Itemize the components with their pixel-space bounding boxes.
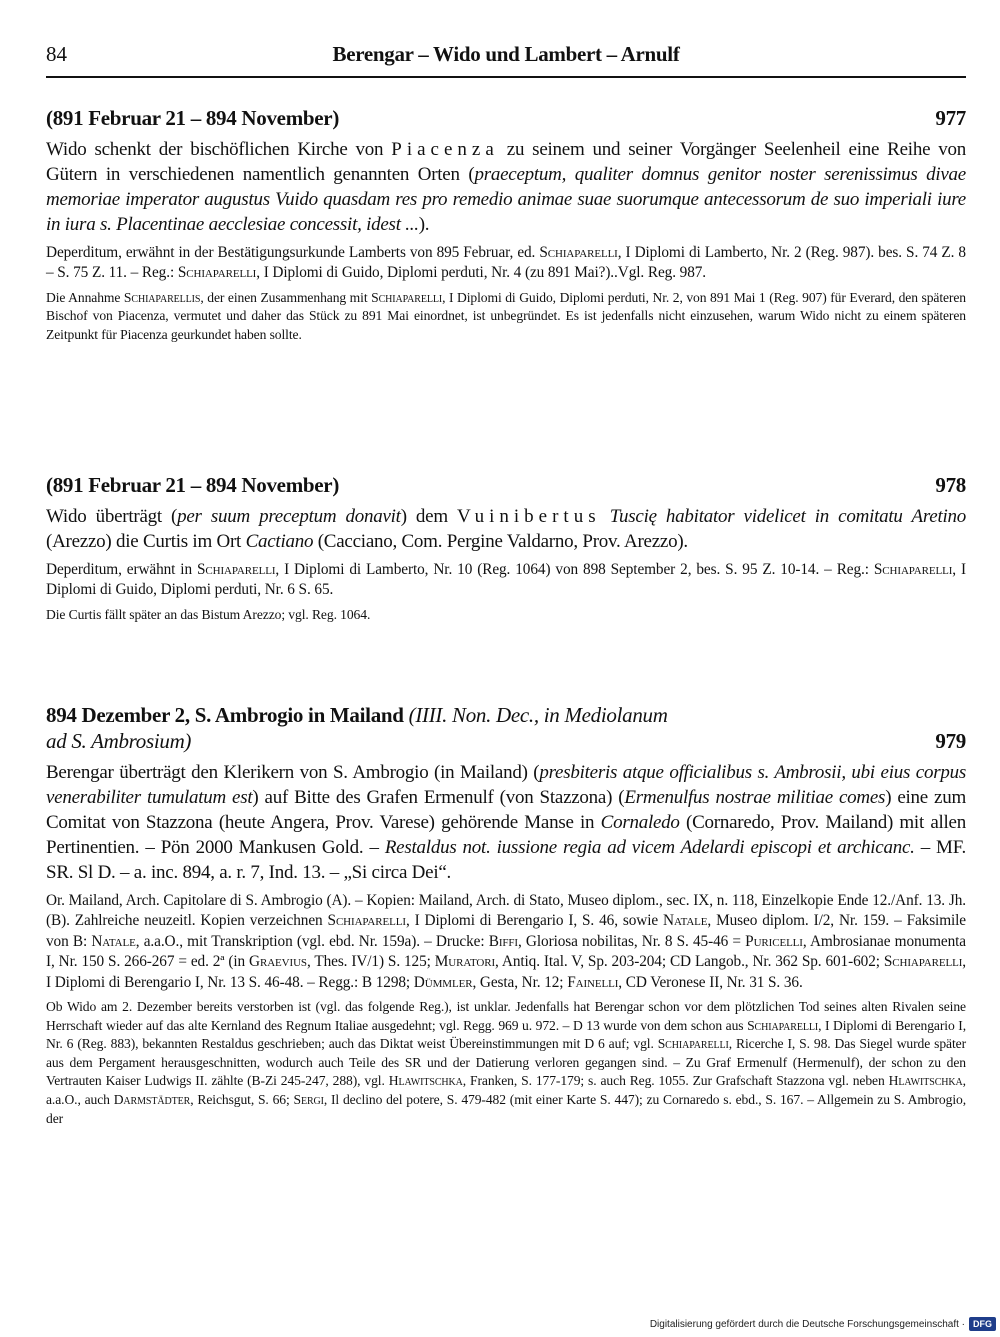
page xyxy=(46,0,966,1337)
latin-quote: Restaldus not. iussione regia ad vicem Adelardi episcopi et archicanc. xyxy=(384,837,915,858)
digitization-footer xyxy=(650,1317,996,1331)
place-name: Piacenza xyxy=(391,139,499,160)
regest-entry-977 xyxy=(46,105,966,345)
latin-quote: Tuscię habitator videlicet in comitatu Aretino xyxy=(609,506,966,527)
entry-date: (891 Februar 21 – 894 November) xyxy=(46,106,340,130)
entry-tradition-notes: Deperditum, erwähnt in der Bestätigungsurkunde Lamberts von 895 Februar, ed. Schiaparelli, I Diplomi di Lamberto, Nr. 2 (Reg. 987). bes. S. 74 Z. 8 – S. 75 Z. 11. – Reg.: Schiaparelli, I Diplomi di Guido, Diplomi perduti, Nr. 4 (zu 891 Mai?)..Vgl. Reg. 987. xyxy=(46,244,966,282)
entry-summary: Wido schenkt der bischöflichen Kirche von Piacenza zu seinem und seiner Vorgänger Seelenheil eine Reihe von Gütern in verschiedenen namentlich genannten Orten (praeceptum, qualiter domnus genitor noster serenissimus divae memoriae imperator augustus Vuido quasdam res pro remedio animae suae suorumque antecessorum de suo imperiali iure in iura s. Placentinae aecclesiae concessit, idest ...). xyxy=(46,139,966,235)
latin-quote: Ermenulfus nostrae militiae comes xyxy=(624,787,886,808)
footer-text: Digitalisierung gefördert durch die Deutsche Forschungsgemeinschaft · xyxy=(649,1318,965,1330)
entry-commentary: Die Annahme Schiaparellis, der einen Zusammenhang mit Schiaparelli, I Diplomi di Guido, Diplomi perduti, Nr. 2, von 891 Mai 1 (Reg. 907) für Everard, den späteren Bischof von Piacenza, vermutet und daher das Stück zu 891 Mai einordnet, ist unbegründet. Es ist jedenfalls nicht einzusehen, warum Wido nicht zu einem späteren Zeitpunkt für Piacenza geurkundet haben sollte. xyxy=(46,289,966,342)
dfg-logo: DFG xyxy=(969,1317,996,1331)
person-name: Vuinibertus xyxy=(457,506,601,527)
entry-date-latin-cont: ad S. Ambrosium) xyxy=(46,729,192,753)
entry-summary: Wido überträgt (per suum preceptum donavit) dem Vuinibertus Tuscię habitator videlicet in comitatu Aretino (Arezzo) die Curtis im Ort Cactiano (Cacciano, Com. Pergine Valdarno, Prov. Arezzo). xyxy=(46,506,966,552)
entry-commentary: Ob Wido am 2. Dezember bereits verstorben ist (vgl. das folgende Reg.), ist unklar. Jedenfalls hat Berengar schon vor dem plötzlichen Tod seines alten Rivalen seine Herrschaft wieder auf das alte Kernland des Regnum Italiae ausgedehnt; vgl. Regg. 969 u. 972. – D 13 wurde von dem schon aus Schiaparelli, I Diplomi di Berengario I, Nr. 6 (Reg. 883), bekannten Restaldus geschrieben; auch das Diktat weist Übereinstimmungen mit D 6 auf; vgl. Schiaparelli, Ricerche I, S. 98. Das Siegel wurde später aus dem Pergament herausgeschnitten, wodurch auch Teile des SR und der Datierung verloren gegangen sind. – Zu Graf Ermenulf (Hermenulf), der schon zu den Vertrauten Kaiser Ludwigs II. zählte (B-Zi 245-247, 288), vgl. Hlawitschka, Franken, S. 177-179; s. auch Reg. 1055. Zur Grafschaft Stazzona vgl. neben Hlawitschka, a.a.O., auch Darmstädter, Reichsgut, S. 66; Sergi, Il declino del potere, S. 479-482 (mit einer Karte S. 447); zu Cornaredo s. ebd., S. 167. – Allgemein zu S. Ambrogio, der xyxy=(46,999,967,1126)
entry-date-latin: (IIII. Non. Dec., in Mediolanum xyxy=(408,703,668,727)
latin-quote: per suum preceptum donavit xyxy=(177,506,401,527)
entry-number: 979 xyxy=(935,729,966,753)
entry-tradition-notes: Deperditum, erwähnt in Schiaparelli, I Diplomi di Lamberto, Nr. 10 (Reg. 1064) von 898 September 2, bes. S. 95 Z. 10-14. – Reg.: Schiaparelli, I Diplomi di Guido, Diplomi perduti, Nr. 6 S. 65. xyxy=(46,561,966,599)
entry-commentary: Die Curtis fällt später an das Bistum Arezzo; vgl. Reg. 1064. xyxy=(46,606,371,622)
entry-number: 978 xyxy=(935,473,966,497)
latin-quote: presbiteris atque officialibus s. Ambrosii, ubi eius corpus venerabiliter tumulatum est xyxy=(46,762,966,808)
entry-tradition-notes: Or. Mailand, Arch. Capitolare di S. Ambrogio (A). – Kopien: Mailand, Arch. di Stato, Museo diplom., sec. IX, n. 118, Einzelkopie Ende 12./Anf. 13. Jh. (B). Zahlreiche neuzeitl. Kopien verzeichnen Schiaparelli, I Diplomi di Berengario I, S. 46, sowie Natale, Museo diplom. I/2, Nr. 159. – Faksimile von B: Natale, a.a.O., mit Transkription (vgl. ebd. Nr. 159a). – Drucke: Biffi, Gloriosa nobilitas, Nr. 8 S. 45-46 = Puricelli, Ambrosianae monumenta I, Nr. 150 S. 266-267 = ed. 2ª (in Graevius, Thes. IV/1) S. 125; Muratori, Antiq. Ital. V, Sp. 203-204; CD Langob., Nr. 362 Sp. 601-602; Schiaparelli, I Diplomi di Berengario I, Nr. 13 S. 46-48. – Regg.: B 1298; Dümmler, Gesta, Nr. 12; Fainelli, CD Veronese II, Nr. 31 S. 36. xyxy=(46,892,966,991)
entry-heading xyxy=(46,105,966,131)
entry-number: 977 xyxy=(935,106,966,130)
latin-place: Cactiano xyxy=(245,531,314,552)
entry-summary: Berengar überträgt den Klerikern von S. Ambrogio (in Mailand) (presbiteris atque officialibus s. Ambrosii, ubi eius corpus venerabiliter tumulatum est) auf Bitte des Grafen Ermenulf (von Stazzona) (Ermenulfus nostrae militiae comes) eine zum Comitat von Stazzona (heute Angera, Prov. Varese) gehörende Manse in Cornaledo (Cornaredo, Prov. Mailand) mit allen Pertinentien. – Pön 2000 Mankusen Gold. – Restaldus not. iussione regia ad vicem Adelardi episcopi et archicanc. – MF. SR. Sl D. – a. inc. 894, a. r. 7, Ind. 13. – „Si circa Dei“. xyxy=(46,762,967,883)
entry-heading xyxy=(46,472,966,498)
entry-date: (891 Februar 21 – 894 November) xyxy=(46,473,340,497)
latin-place: Cornaledo xyxy=(600,812,680,833)
regest-entry-978 xyxy=(46,472,966,624)
running-head xyxy=(46,40,966,78)
entry-heading xyxy=(46,702,966,754)
latin-quote: praeceptum, qualiter domnus genitor noster serenissimus divae memoriae imperator augustus Vuido quasdam res pro remedio animae suae suorumque antecessorum de suo imperiali iure in iura s. Placentinae aecclesiae concessit, idest ... xyxy=(46,164,966,235)
running-title: Berengar – Wido und Lambert – Arnulf xyxy=(332,42,680,66)
regest-entry-979 xyxy=(46,702,966,1128)
page-number: 84 xyxy=(46,42,67,66)
entry-date: 894 Dezember 2, S. Ambrogio in Mailand xyxy=(46,703,404,727)
